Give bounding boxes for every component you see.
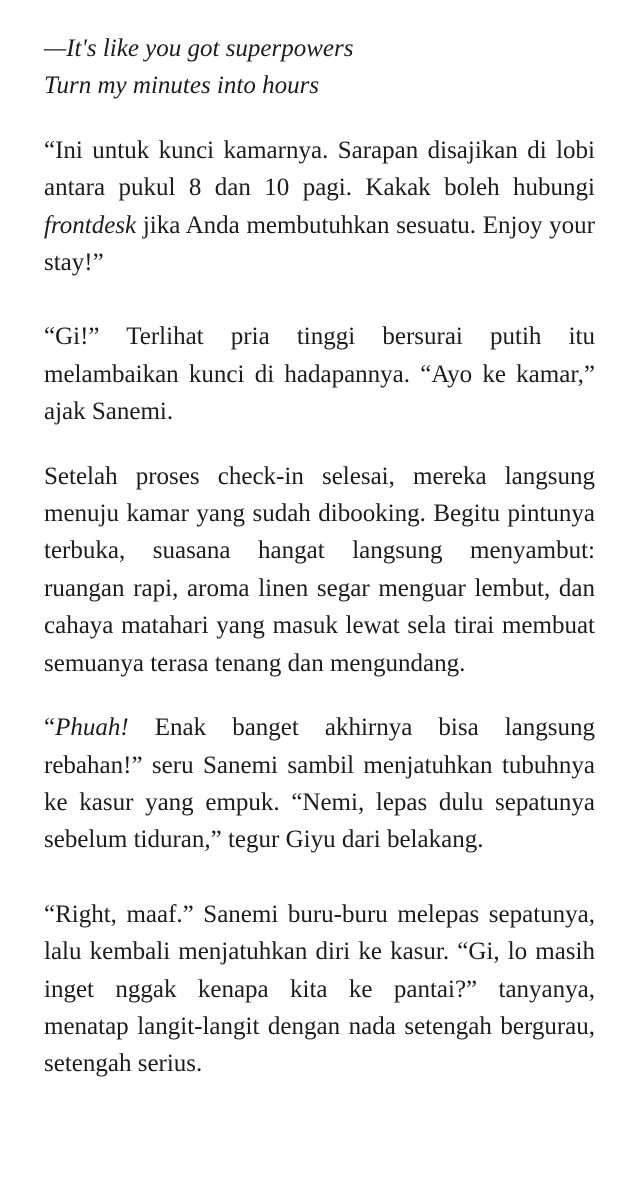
lyric-line-2: Turn my minutes into hours (44, 72, 320, 100)
paragraph-beach-question (44, 896, 595, 1083)
paragraph-frontdesk-dialogue (44, 132, 595, 282)
song-lyrics (44, 30, 595, 105)
story-page (44, 30, 595, 1110)
text-segment: Setelah proses check-in selesai, mereka langsung menuju kamar yang sudah dibooking. Begitu pintunya terbuka, suasana hangat langsung menyambut: ruangan rapi, aroma linen segar menguar lembut, dan cahaya matahari yang masuk lewat sela tirai membuat semuanya terasa tenang dan mengundang. (44, 462, 595, 677)
text-segment: jika Anda membutuhkan sesuatu. Enjoy your stay!” (44, 211, 595, 277)
italic-segment: frontdesk (44, 211, 137, 239)
text-segment: Enak banget akhirnya bisa langsung rebahan!” seru Sanemi sambil menjatuhkan tubuhnya ke kasur yang empuk. “Nemi, lepas dulu sepatunya sebelum tiduran,” tegur Giyu dari belakang. (44, 714, 595, 854)
paragraph-sanemi-call (44, 318, 595, 430)
text-segment: “Ini untuk kunci kamarnya. Sarapan disajikan di lobi antara pukul 8 dan 10 pagi. Kakak boleh hubungi (44, 136, 595, 202)
text-segment: “Gi!” Terlihat pria tinggi bersurai putih itu melambaikan kunci di hadapannya. “Ayo ke kamar,” ajak Sanemi. (44, 323, 595, 426)
lyric-line-1: —It's like you got superpowers (44, 35, 354, 62)
paragraph-room-description (44, 458, 595, 682)
paragraph-rebahan-dialogue (44, 709, 595, 859)
text-segment: “ (44, 714, 56, 742)
text-segment: “Right, maaf.” Sanemi buru-buru melepas sepatunya, lalu kembali menjatuhkan diri ke kasur. “Gi, lo masih inget nggak kenapa kita ke pantai?” tanyanya, menatap langit-langit dengan nada setengah bergurau, setengah serius. (44, 900, 595, 1078)
italic-segment: Phuah! (55, 714, 129, 742)
